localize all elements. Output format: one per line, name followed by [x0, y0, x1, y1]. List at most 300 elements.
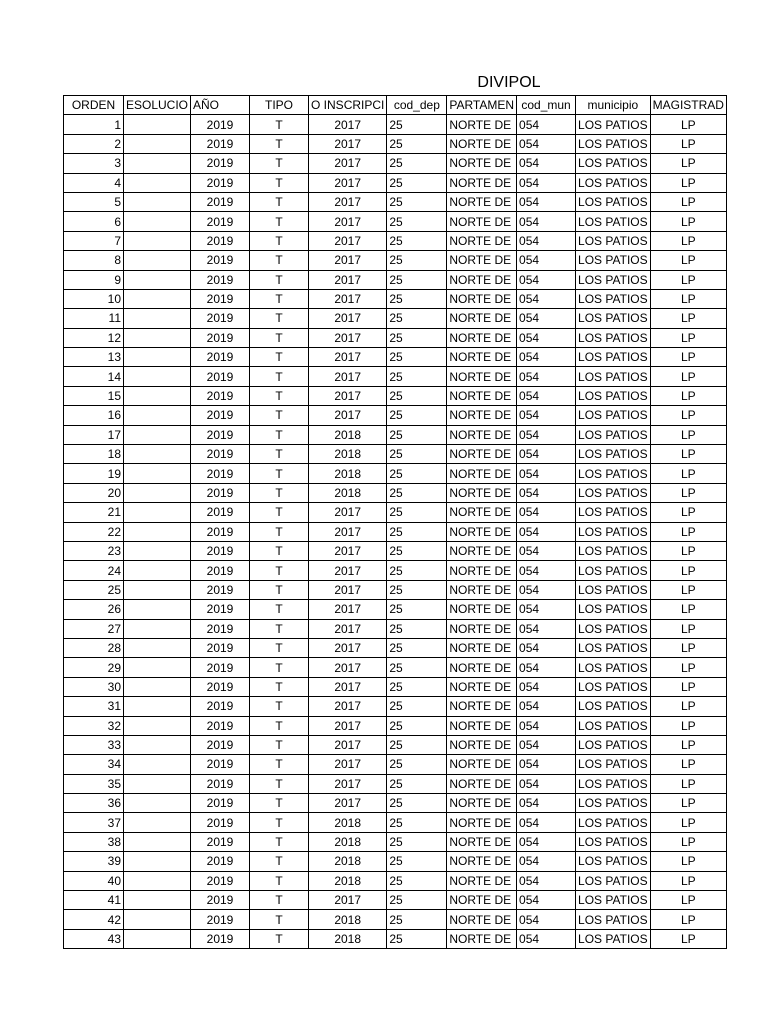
- tipo-cell: T: [250, 503, 309, 522]
- resolucion-cell: [124, 483, 191, 502]
- ano-cell: 2019: [191, 813, 250, 832]
- ano-cell: 2019: [191, 251, 250, 270]
- table-row: [64, 154, 727, 173]
- table-row: [64, 445, 727, 464]
- divipol-table: [63, 95, 727, 949]
- tipo-cell: T: [250, 425, 309, 444]
- table-row: [64, 658, 727, 677]
- table-row: [64, 561, 727, 580]
- cod-mun-cell: 054: [517, 483, 576, 502]
- orden-cell: 6: [64, 212, 124, 231]
- resolucion-cell: [124, 464, 191, 483]
- tipo-cell: T: [250, 328, 309, 347]
- orden-cell: 3: [64, 154, 124, 173]
- orden-cell: 14: [64, 367, 124, 386]
- resolucion-cell: [124, 813, 191, 832]
- ano-inscripcion-cell: 2017: [309, 309, 387, 328]
- tipo-cell: T: [250, 483, 309, 502]
- cod-mun-cell: 054: [517, 503, 576, 522]
- orden-cell: 37: [64, 813, 124, 832]
- cod-dep-cell: 25: [387, 522, 447, 541]
- cod-dep-cell: 25: [387, 658, 447, 677]
- header-departamento: PARTAMEN: [447, 96, 517, 115]
- table-row: [64, 115, 727, 134]
- cod-dep-cell: 25: [387, 425, 447, 444]
- ano-inscripcion-cell: 2018: [309, 929, 387, 948]
- orden-cell: 4: [64, 173, 124, 192]
- cod-dep-cell: 25: [387, 173, 447, 192]
- cod-mun-cell: 054: [517, 619, 576, 638]
- tipo-cell: T: [250, 134, 309, 153]
- cod-mun-cell: 054: [517, 192, 576, 211]
- ano-cell: 2019: [191, 134, 250, 153]
- cod-mun-cell: 054: [517, 580, 576, 599]
- departamento-cell: NORTE DE: [447, 600, 517, 619]
- orden-cell: 40: [64, 871, 124, 890]
- ano-inscripcion-cell: 2017: [309, 154, 387, 173]
- departamento-cell: NORTE DE: [447, 212, 517, 231]
- table-row: [64, 600, 727, 619]
- cod-dep-cell: 25: [387, 503, 447, 522]
- resolucion-cell: [124, 425, 191, 444]
- cod-mun-cell: 054: [517, 910, 576, 929]
- table-row: [64, 406, 727, 425]
- resolucion-cell: [124, 231, 191, 250]
- municipio-cell: LOS PATIOS: [576, 192, 651, 211]
- magistrado-cell: LP: [650, 522, 726, 541]
- cod-mun-cell: 054: [517, 134, 576, 153]
- municipio-cell: LOS PATIOS: [576, 212, 651, 231]
- departamento-cell: NORTE DE: [447, 871, 517, 890]
- resolucion-cell: [124, 735, 191, 754]
- resolucion-cell: [124, 600, 191, 619]
- orden-cell: 27: [64, 619, 124, 638]
- ano-inscripcion-cell: 2018: [309, 910, 387, 929]
- resolucion-cell: [124, 367, 191, 386]
- cod-mun-cell: 054: [517, 638, 576, 657]
- tipo-cell: T: [250, 638, 309, 657]
- tipo-cell: T: [250, 755, 309, 774]
- cod-dep-cell: 25: [387, 541, 447, 560]
- orden-cell: 17: [64, 425, 124, 444]
- cod-mun-cell: 054: [517, 813, 576, 832]
- ano-cell: 2019: [191, 735, 250, 754]
- ano-cell: 2019: [191, 794, 250, 813]
- cod-dep-cell: 25: [387, 445, 447, 464]
- resolucion-cell: [124, 794, 191, 813]
- tipo-cell: T: [250, 212, 309, 231]
- cod-mun-cell: 054: [517, 464, 576, 483]
- cod-dep-cell: 25: [387, 813, 447, 832]
- ano-cell: 2019: [191, 231, 250, 250]
- tipo-cell: T: [250, 871, 309, 890]
- municipio-cell: LOS PATIOS: [576, 541, 651, 560]
- header-cod-mun: cod_mun: [517, 96, 576, 115]
- table-row: [64, 852, 727, 871]
- table-row: [64, 328, 727, 347]
- departamento-cell: NORTE DE: [447, 580, 517, 599]
- tipo-cell: T: [250, 231, 309, 250]
- municipio-cell: LOS PATIOS: [576, 619, 651, 638]
- municipio-cell: LOS PATIOS: [576, 658, 651, 677]
- municipio-cell: LOS PATIOS: [576, 406, 651, 425]
- cod-mun-cell: 054: [517, 832, 576, 851]
- cod-dep-cell: 25: [387, 852, 447, 871]
- header-magistrado: MAGISTRAD: [650, 96, 726, 115]
- table-row: [64, 386, 727, 405]
- ano-inscripcion-cell: 2018: [309, 445, 387, 464]
- magistrado-cell: LP: [650, 367, 726, 386]
- ano-inscripcion-cell: 2017: [309, 328, 387, 347]
- ano-inscripcion-cell: 2017: [309, 173, 387, 192]
- ano-cell: 2019: [191, 774, 250, 793]
- cod-dep-cell: 25: [387, 891, 447, 910]
- resolucion-cell: [124, 348, 191, 367]
- ano-inscripcion-cell: 2017: [309, 289, 387, 308]
- municipio-cell: LOS PATIOS: [576, 871, 651, 890]
- ano-inscripcion-cell: 2017: [309, 677, 387, 696]
- orden-cell: 2: [64, 134, 124, 153]
- cod-dep-cell: 25: [387, 212, 447, 231]
- resolucion-cell: [124, 289, 191, 308]
- municipio-cell: LOS PATIOS: [576, 600, 651, 619]
- ano-cell: 2019: [191, 503, 250, 522]
- ano-inscripcion-cell: 2017: [309, 716, 387, 735]
- resolucion-cell: [124, 541, 191, 560]
- table-row: [64, 813, 727, 832]
- orden-cell: 34: [64, 755, 124, 774]
- magistrado-cell: LP: [650, 813, 726, 832]
- departamento-cell: NORTE DE: [447, 929, 517, 948]
- departamento-cell: NORTE DE: [447, 522, 517, 541]
- cod-mun-cell: 054: [517, 522, 576, 541]
- departamento-cell: NORTE DE: [447, 541, 517, 560]
- departamento-cell: NORTE DE: [447, 619, 517, 638]
- magistrado-cell: LP: [650, 561, 726, 580]
- departamento-cell: NORTE DE: [447, 386, 517, 405]
- departamento-cell: NORTE DE: [447, 231, 517, 250]
- ano-cell: 2019: [191, 522, 250, 541]
- ano-cell: 2019: [191, 212, 250, 231]
- tipo-cell: T: [250, 251, 309, 270]
- cod-mun-cell: 054: [517, 794, 576, 813]
- table-row: [64, 483, 727, 502]
- tipo-cell: T: [250, 929, 309, 948]
- table-row: [64, 755, 727, 774]
- cod-dep-cell: 25: [387, 289, 447, 308]
- magistrado-cell: LP: [650, 677, 726, 696]
- cod-mun-cell: 054: [517, 231, 576, 250]
- cod-mun-cell: 054: [517, 154, 576, 173]
- ano-inscripcion-cell: 2017: [309, 348, 387, 367]
- magistrado-cell: LP: [650, 929, 726, 948]
- cod-mun-cell: 054: [517, 561, 576, 580]
- orden-cell: 29: [64, 658, 124, 677]
- magistrado-cell: LP: [650, 794, 726, 813]
- cod-mun-cell: 054: [517, 328, 576, 347]
- tipo-cell: T: [250, 522, 309, 541]
- tipo-cell: T: [250, 794, 309, 813]
- cod-dep-cell: 25: [387, 910, 447, 929]
- tipo-cell: T: [250, 192, 309, 211]
- magistrado-cell: LP: [650, 231, 726, 250]
- municipio-cell: LOS PATIOS: [576, 716, 651, 735]
- header-orden: ORDEN: [64, 96, 124, 115]
- municipio-cell: LOS PATIOS: [576, 173, 651, 192]
- municipio-cell: LOS PATIOS: [576, 464, 651, 483]
- table-row: [64, 173, 727, 192]
- departamento-cell: NORTE DE: [447, 367, 517, 386]
- orden-cell: 10: [64, 289, 124, 308]
- departamento-cell: NORTE DE: [447, 716, 517, 735]
- cod-dep-cell: 25: [387, 483, 447, 502]
- municipio-cell: LOS PATIOS: [576, 483, 651, 502]
- cod-dep-cell: 25: [387, 735, 447, 754]
- municipio-cell: LOS PATIOS: [576, 425, 651, 444]
- ano-inscripcion-cell: 2017: [309, 386, 387, 405]
- table-row: [64, 251, 727, 270]
- orden-cell: 28: [64, 638, 124, 657]
- ano-inscripcion-cell: 2017: [309, 231, 387, 250]
- cod-mun-cell: 054: [517, 173, 576, 192]
- departamento-cell: NORTE DE: [447, 483, 517, 502]
- table-row: [64, 929, 727, 948]
- resolucion-cell: [124, 270, 191, 289]
- tipo-cell: T: [250, 445, 309, 464]
- ano-cell: 2019: [191, 367, 250, 386]
- magistrado-cell: LP: [650, 348, 726, 367]
- cod-mun-cell: 054: [517, 406, 576, 425]
- ano-inscripcion-cell: 2017: [309, 115, 387, 134]
- municipio-cell: LOS PATIOS: [576, 386, 651, 405]
- orden-cell: 22: [64, 522, 124, 541]
- ano-inscripcion-cell: 2017: [309, 600, 387, 619]
- municipio-cell: LOS PATIOS: [576, 445, 651, 464]
- magistrado-cell: LP: [650, 251, 726, 270]
- ano-inscripcion-cell: 2017: [309, 580, 387, 599]
- resolucion-cell: [124, 115, 191, 134]
- departamento-cell: NORTE DE: [447, 658, 517, 677]
- orden-cell: 12: [64, 328, 124, 347]
- cod-mun-cell: 054: [517, 755, 576, 774]
- departamento-cell: NORTE DE: [447, 251, 517, 270]
- cod-mun-cell: 054: [517, 541, 576, 560]
- magistrado-cell: LP: [650, 832, 726, 851]
- departamento-cell: NORTE DE: [447, 464, 517, 483]
- departamento-cell: NORTE DE: [447, 735, 517, 754]
- cod-dep-cell: 25: [387, 697, 447, 716]
- ano-cell: 2019: [191, 600, 250, 619]
- ano-cell: 2019: [191, 406, 250, 425]
- orden-cell: 24: [64, 561, 124, 580]
- municipio-cell: LOS PATIOS: [576, 367, 651, 386]
- municipio-cell: LOS PATIOS: [576, 580, 651, 599]
- tipo-cell: T: [250, 832, 309, 851]
- tipo-cell: T: [250, 580, 309, 599]
- table-row: [64, 212, 727, 231]
- ano-cell: 2019: [191, 445, 250, 464]
- resolucion-cell: [124, 580, 191, 599]
- orden-cell: 39: [64, 852, 124, 871]
- departamento-cell: NORTE DE: [447, 794, 517, 813]
- ano-cell: 2019: [191, 425, 250, 444]
- orden-cell: 35: [64, 774, 124, 793]
- municipio-cell: LOS PATIOS: [576, 638, 651, 657]
- resolucion-cell: [124, 697, 191, 716]
- departamento-cell: NORTE DE: [447, 134, 517, 153]
- resolucion-cell: [124, 658, 191, 677]
- municipio-cell: LOS PATIOS: [576, 794, 651, 813]
- magistrado-cell: LP: [650, 638, 726, 657]
- magistrado-cell: LP: [650, 852, 726, 871]
- resolucion-cell: [124, 309, 191, 328]
- cod-dep-cell: 25: [387, 309, 447, 328]
- resolucion-cell: [124, 891, 191, 910]
- cod-dep-cell: 25: [387, 774, 447, 793]
- orden-cell: 25: [64, 580, 124, 599]
- resolucion-cell: [124, 871, 191, 890]
- resolucion-cell: [124, 173, 191, 192]
- resolucion-cell: [124, 192, 191, 211]
- departamento-cell: NORTE DE: [447, 561, 517, 580]
- ano-inscripcion-cell: 2017: [309, 134, 387, 153]
- ano-inscripcion-cell: 2017: [309, 503, 387, 522]
- tipo-cell: T: [250, 600, 309, 619]
- ano-inscripcion-cell: 2017: [309, 774, 387, 793]
- departamento-cell: NORTE DE: [447, 755, 517, 774]
- tipo-cell: T: [250, 115, 309, 134]
- magistrado-cell: LP: [650, 600, 726, 619]
- ano-cell: 2019: [191, 173, 250, 192]
- departamento-cell: NORTE DE: [447, 115, 517, 134]
- ano-cell: 2019: [191, 658, 250, 677]
- departamento-cell: NORTE DE: [447, 910, 517, 929]
- table-row: [64, 774, 727, 793]
- magistrado-cell: LP: [650, 871, 726, 890]
- resolucion-cell: [124, 716, 191, 735]
- resolucion-cell: [124, 134, 191, 153]
- municipio-cell: LOS PATIOS: [576, 697, 651, 716]
- municipio-cell: LOS PATIOS: [576, 154, 651, 173]
- cod-dep-cell: 25: [387, 386, 447, 405]
- orden-cell: 19: [64, 464, 124, 483]
- resolucion-cell: [124, 774, 191, 793]
- tipo-cell: T: [250, 697, 309, 716]
- table-row: [64, 697, 727, 716]
- tipo-cell: T: [250, 658, 309, 677]
- orden-cell: 7: [64, 231, 124, 250]
- ano-cell: 2019: [191, 619, 250, 638]
- table-row: [64, 192, 727, 211]
- cod-mun-cell: 054: [517, 386, 576, 405]
- ano-inscripcion-cell: 2018: [309, 852, 387, 871]
- ano-inscripcion-cell: 2017: [309, 755, 387, 774]
- tipo-cell: T: [250, 348, 309, 367]
- tipo-cell: T: [250, 154, 309, 173]
- resolucion-cell: [124, 832, 191, 851]
- ano-cell: 2019: [191, 289, 250, 308]
- municipio-cell: LOS PATIOS: [576, 832, 651, 851]
- ano-inscripcion-cell: 2017: [309, 251, 387, 270]
- magistrado-cell: LP: [650, 192, 726, 211]
- magistrado-cell: LP: [650, 891, 726, 910]
- ano-cell: 2019: [191, 309, 250, 328]
- municipio-cell: LOS PATIOS: [576, 348, 651, 367]
- cod-mun-cell: 054: [517, 774, 576, 793]
- table-row: [64, 891, 727, 910]
- tipo-cell: T: [250, 386, 309, 405]
- cod-mun-cell: 054: [517, 658, 576, 677]
- orden-cell: 9: [64, 270, 124, 289]
- ano-inscripcion-cell: 2017: [309, 367, 387, 386]
- municipio-cell: LOS PATIOS: [576, 677, 651, 696]
- table-row: [64, 270, 727, 289]
- cod-dep-cell: 25: [387, 619, 447, 638]
- ano-inscripcion-cell: 2017: [309, 561, 387, 580]
- cod-dep-cell: 25: [387, 134, 447, 153]
- resolucion-cell: [124, 503, 191, 522]
- resolucion-cell: [124, 212, 191, 231]
- ano-inscripcion-cell: 2018: [309, 425, 387, 444]
- cod-mun-cell: 054: [517, 445, 576, 464]
- table-row: [64, 580, 727, 599]
- cod-mun-cell: 054: [517, 929, 576, 948]
- table-row: [64, 367, 727, 386]
- cod-mun-cell: 054: [517, 289, 576, 308]
- magistrado-cell: LP: [650, 541, 726, 560]
- municipio-cell: LOS PATIOS: [576, 561, 651, 580]
- tipo-cell: T: [250, 367, 309, 386]
- table-row: [64, 735, 727, 754]
- table-row: [64, 425, 727, 444]
- magistrado-cell: LP: [650, 464, 726, 483]
- ano-inscripcion-cell: 2018: [309, 871, 387, 890]
- table-body: [64, 115, 727, 949]
- cod-dep-cell: 25: [387, 677, 447, 696]
- orden-cell: 1: [64, 115, 124, 134]
- magistrado-cell: LP: [650, 716, 726, 735]
- ano-inscripcion-cell: 2017: [309, 212, 387, 231]
- orden-cell: 23: [64, 541, 124, 560]
- magistrado-cell: LP: [650, 503, 726, 522]
- municipio-cell: LOS PATIOS: [576, 891, 651, 910]
- magistrado-cell: LP: [650, 115, 726, 134]
- cod-mun-cell: 054: [517, 871, 576, 890]
- resolucion-cell: [124, 852, 191, 871]
- cod-mun-cell: 054: [517, 891, 576, 910]
- cod-mun-cell: 054: [517, 270, 576, 289]
- municipio-cell: LOS PATIOS: [576, 929, 651, 948]
- resolucion-cell: [124, 929, 191, 948]
- municipio-cell: LOS PATIOS: [576, 522, 651, 541]
- cod-mun-cell: 054: [517, 716, 576, 735]
- ano-cell: 2019: [191, 386, 250, 405]
- tipo-cell: T: [250, 716, 309, 735]
- departamento-cell: NORTE DE: [447, 503, 517, 522]
- tipo-cell: T: [250, 173, 309, 192]
- ano-cell: 2019: [191, 541, 250, 560]
- resolucion-cell: [124, 561, 191, 580]
- tipo-cell: T: [250, 735, 309, 754]
- orden-cell: 16: [64, 406, 124, 425]
- ano-inscripcion-cell: 2018: [309, 813, 387, 832]
- orden-cell: 33: [64, 735, 124, 754]
- ano-inscripcion-cell: 2018: [309, 464, 387, 483]
- cod-dep-cell: 25: [387, 270, 447, 289]
- ano-cell: 2019: [191, 580, 250, 599]
- header-cod-dep: cod_dep: [387, 96, 447, 115]
- magistrado-cell: LP: [650, 386, 726, 405]
